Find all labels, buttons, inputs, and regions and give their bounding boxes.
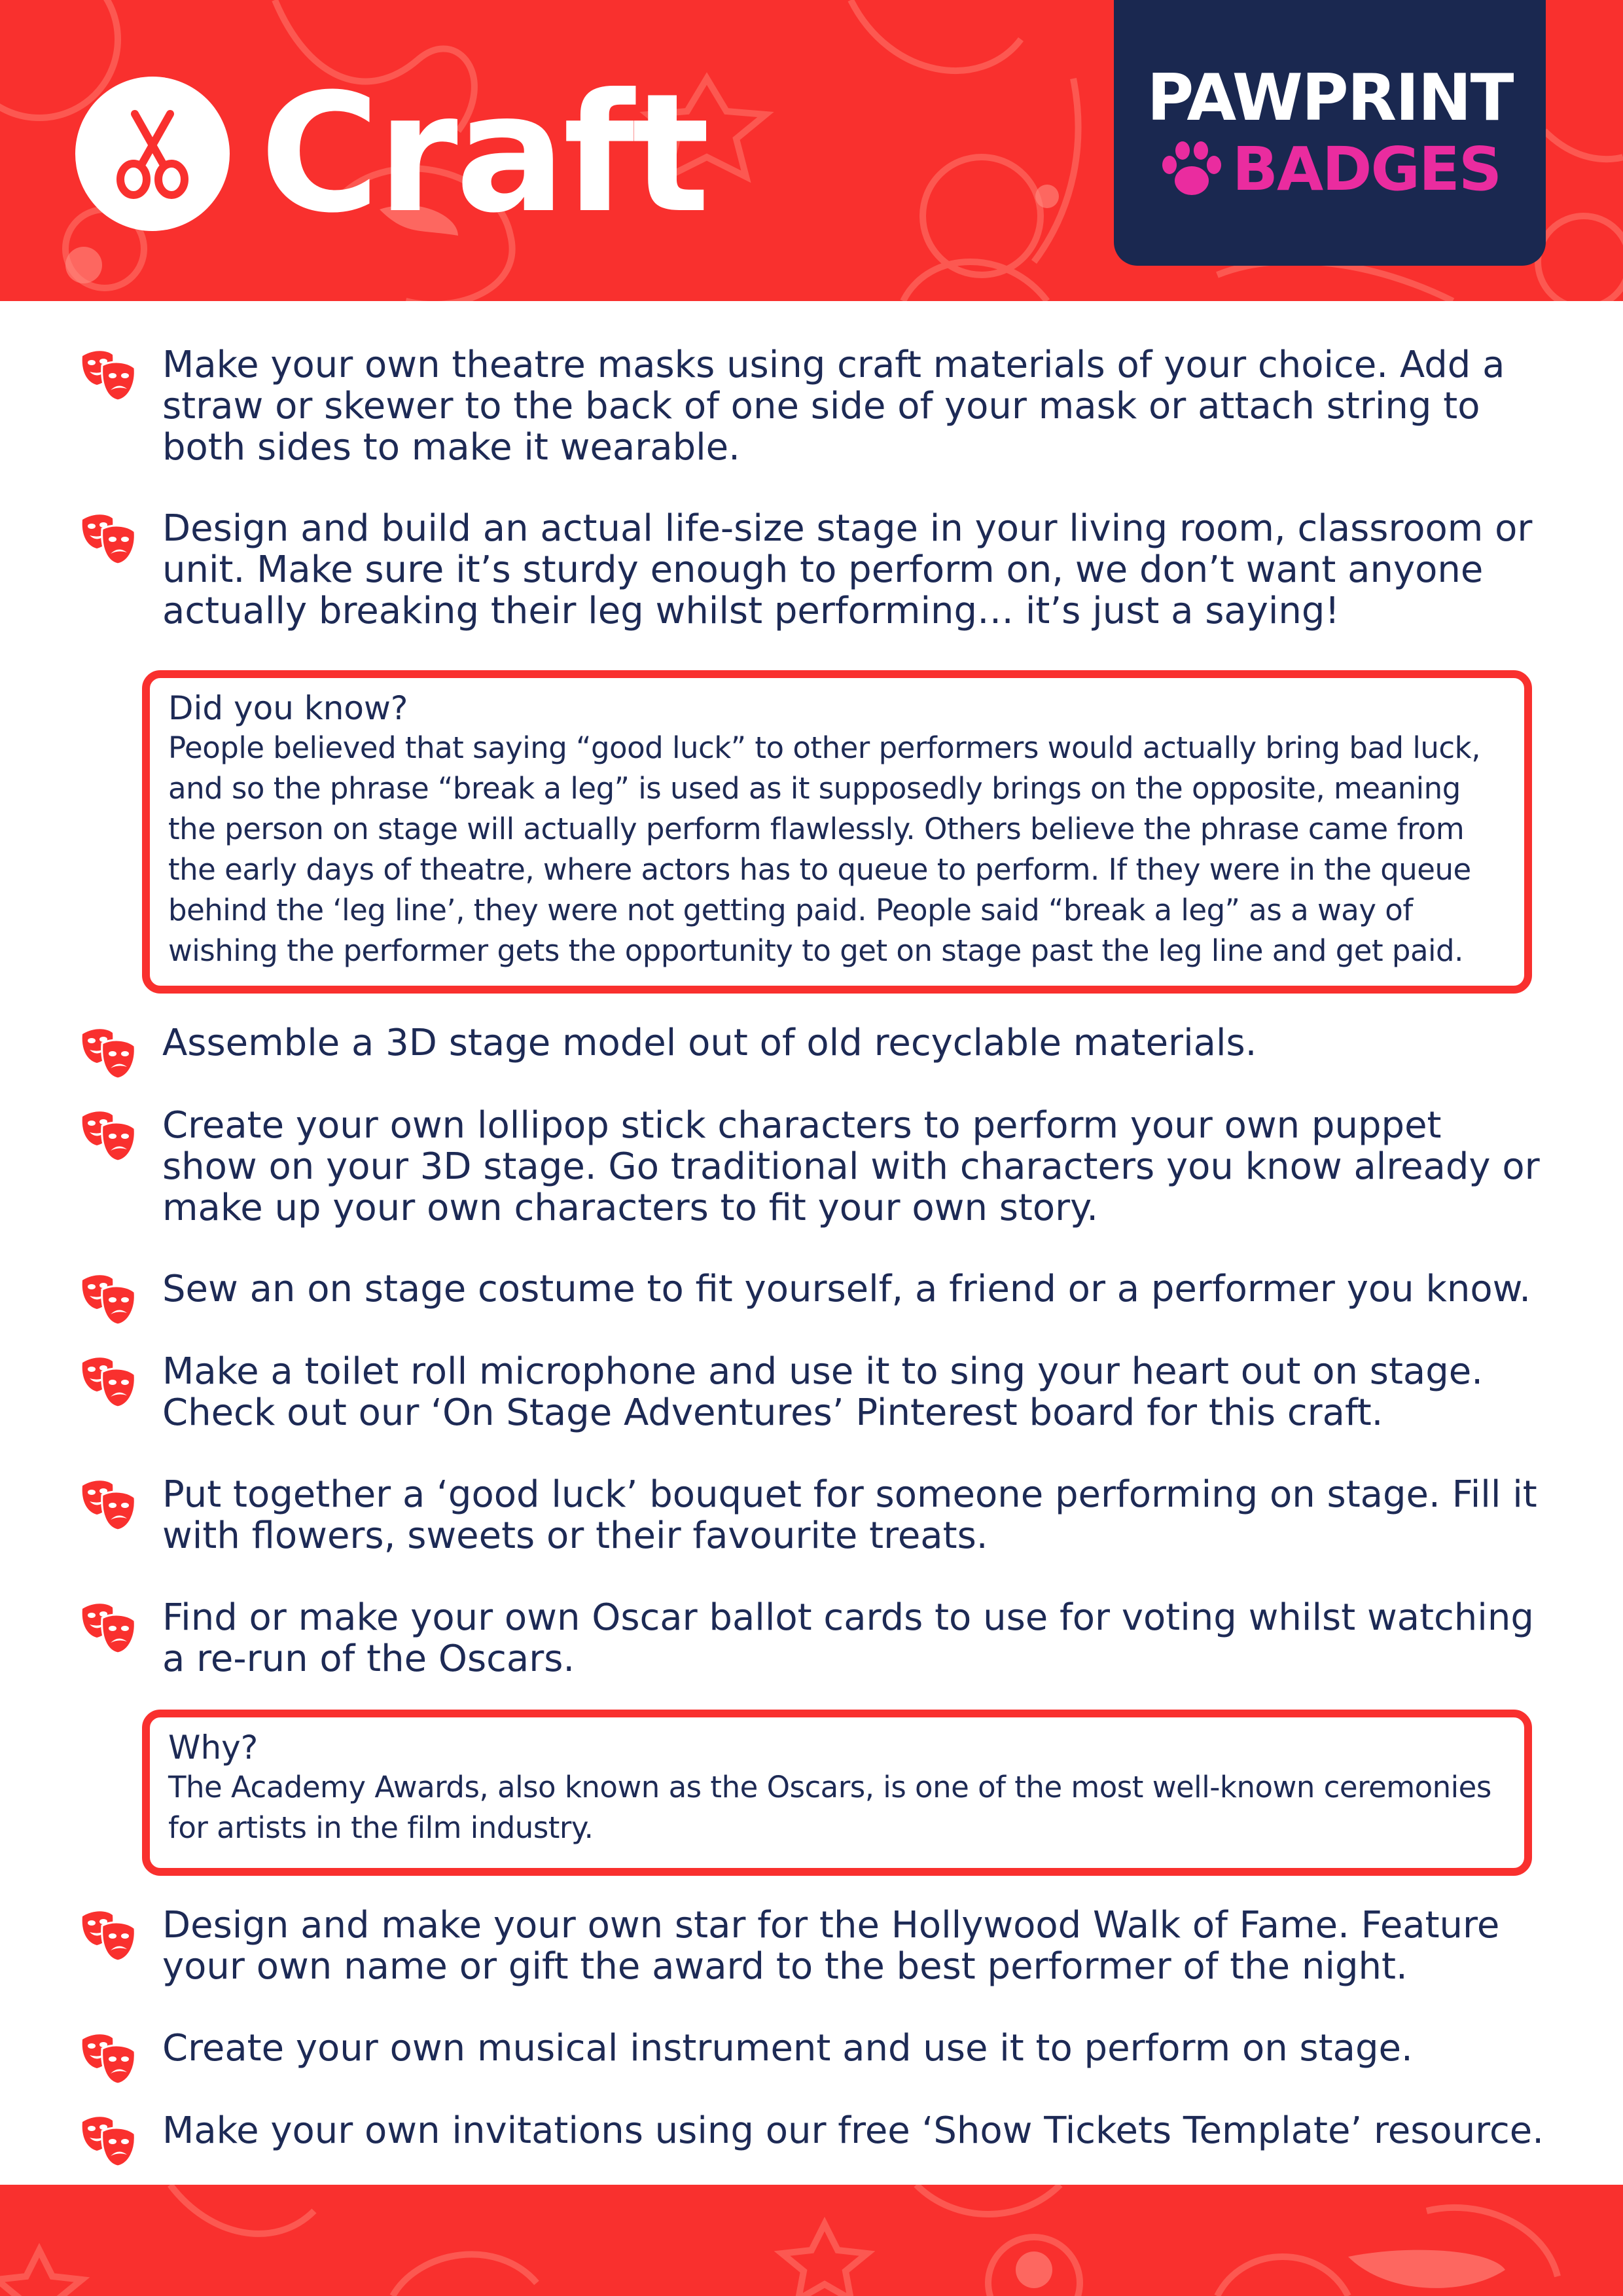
page-title-group	[75, 59, 707, 249]
theatre-masks-icon	[79, 1107, 139, 1164]
list-item-text: Make your own theatre masks using craft materials of your choice. Add a straw or skewer to the back of one side of your mask or attach string to both sides to make it wearable.	[162, 344, 1505, 469]
note-body: People believed that saying “good luck” to other performers would actually bring bad luck, and so the phrase “break a leg” is used as it supposedly brings on the opposite, meaning the person on stage will actually perform flawlessly. Others believe the phrase came from the early days of theatre, where actors has to queue to perform. If they were in the queue behind the ‘leg line’, they were not getting paid. People said “break a leg” as a way of wishing the performer gets the opportunity to get on stage past the leg line and get paid.	[168, 730, 1481, 968]
footer-doodle-pattern	[0, 2185, 1623, 2296]
theatre-masks-icon	[79, 2113, 139, 2169]
theatre-masks-icon	[79, 1477, 139, 1533]
list-item	[79, 1022, 1544, 1081]
page-title: Craft	[260, 58, 707, 249]
list-item-text: Assemble a 3D stage model out of old recyclable materials.	[162, 1022, 1257, 1064]
scissors-icon	[75, 77, 230, 231]
list-item	[79, 1474, 1544, 1556]
note-body: The Academy Awards, also known as the Oscars, is one of the most well-known ceremonies for artists in the film industry.	[168, 1770, 1491, 1845]
brand-logo	[1114, 0, 1546, 266]
list-item-text: Create your own lollipop stick characters to perform your own puppet show on your 3D stage. Go traditional with characters you know already or make up your own characters to fit your own story.	[162, 1104, 1540, 1229]
list-item-text: Sew an on stage costume to fit yourself, a friend or a performer you know.	[162, 1268, 1531, 1310]
list-item	[79, 2028, 1544, 2087]
list-item-text: Design and build an actual life-size stage in your living room, classroom or unit. Make sure it’s sturdy enough to perform on, we don’t want anyone actually breaking their leg whilst performing… it’s just a saying!	[162, 507, 1533, 632]
note-title: Did you know?	[168, 689, 408, 727]
header-banner	[0, 0, 1623, 301]
list-item	[79, 1268, 1544, 1327]
list-item-text: Put together a ‘good luck’ bouquet for someone performing on stage. Fill it with flowers, sweets or their favourite treats.	[162, 1473, 1537, 1557]
list-item-text: Make your own invitations using our free ‘Show Tickets Template’ resource.	[162, 2109, 1544, 2152]
theatre-masks-icon	[79, 511, 139, 567]
theatre-masks-icon	[79, 1271, 139, 1327]
list-item-text: Design and make your own star for the Hollywood Walk of Fame. Feature your own name or gift the award to the best performer of the night.	[162, 1904, 1500, 1988]
theatre-masks-icon	[79, 1907, 139, 1964]
list-item-text: Make a toilet roll microphone and use it to sing your heart out on stage. Check out our ‘On Stage Adventures’ Pinterest board for this craft.	[162, 1350, 1484, 1434]
theatre-masks-icon	[79, 1354, 139, 1410]
note-title: Why?	[168, 1729, 259, 1767]
list-item-text: Find or make your own Oscar ballot cards to use for voting whilst watching a re-run of the Oscars.	[162, 1596, 1534, 1680]
list-item	[79, 344, 1544, 468]
theatre-masks-icon	[79, 347, 139, 403]
list-item	[79, 1597, 1544, 1679]
why-box	[142, 1710, 1532, 1876]
list-item	[79, 2110, 1544, 2169]
brand-logo-top: PAWPRINT	[1147, 61, 1513, 135]
list-item-text: Create your own musical instrument and use it to perform on stage.	[162, 2027, 1413, 2070]
footer-banner	[0, 2185, 1623, 2296]
theatre-masks-icon	[79, 1025, 139, 1081]
brand-logo-bottom: BADGES	[1232, 134, 1501, 204]
theatre-masks-icon	[79, 2030, 139, 2087]
paw-icon	[1159, 140, 1224, 199]
list-item	[79, 508, 1544, 632]
did-you-know-box	[142, 670, 1532, 994]
list-item	[79, 1905, 1544, 1987]
list-item	[79, 1105, 1544, 1229]
list-item	[79, 1351, 1544, 1433]
theatre-masks-icon	[79, 1600, 139, 1656]
